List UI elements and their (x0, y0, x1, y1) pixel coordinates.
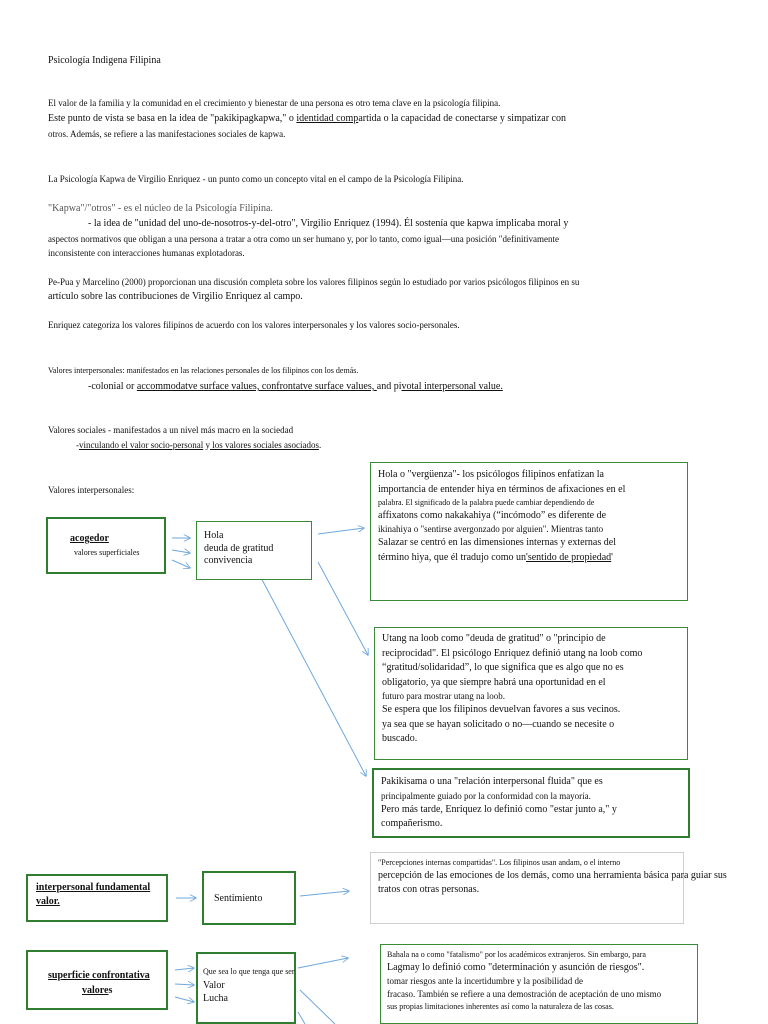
utang-line-3: “gratitud/solidaridad”, lo que significa que es algo que no es (382, 662, 624, 673)
hiya-line-5: ikinahiya o "sentirse avergonzado por alguien". Mientras tanto (378, 524, 604, 535)
kapwa-line-3: aspectos normativos que obligan a una persona a tratar a otra como un ser humano y, por lo tanto, como igual—una posición "definitivamente (48, 234, 559, 244)
hiya-line-3: palabra. El significado de la palabra puede cambiar dependiendo de (378, 498, 595, 507)
utang-line-5: futuro para mostrar utang na loob. (382, 691, 505, 701)
arrow-acogedor-3 (172, 560, 190, 568)
sociales-line-1: Valores sociales - manifestados a un nivel más macro en la sociedad (48, 425, 294, 435)
pakikisama-line-3: Pero más tarde, Enriquez lo definió como "estar junto a," y (381, 803, 617, 815)
acogedor-values-box (196, 521, 312, 580)
bahala-line-5: sus propias limitaciones inherentes así como la naturaleza de las cosas. (387, 1002, 614, 1012)
sentimiento-box (202, 871, 296, 925)
hiya-line-7: término hiya, que él tradujo como un'sentido de propiedad' (378, 551, 613, 563)
kapwa-line-1: "Kapwa"/"otros" - es el núcleo de la Psicología Filipina. (48, 203, 273, 214)
arrow-to-bahala (298, 958, 348, 968)
interpersonales-line-1: Valores interpersonales: manifestados en las relaciones personales de los filipinos con los demás. (48, 366, 359, 375)
percepciones-line-1: "Percepciones internas compartidas". Los filipinos usan andam, o el interno (378, 858, 621, 867)
diagram-label: Valores interpersonales: (48, 485, 135, 495)
arrow-confrontativa-3 (175, 997, 194, 1002)
pakikisama-line-2: principalmente guiado por la conformidad con la mayoría. (381, 790, 591, 801)
value-lucha: Lucha (203, 992, 228, 1004)
arrow-to-hiya (318, 528, 364, 534)
arrow-to-pakikisama (258, 572, 366, 776)
kapwa-line-4: inconsistente con interacciones humanas explotadoras. (48, 248, 245, 258)
arrow-to-utang (318, 562, 368, 655)
intro-line-3: otros. Además, se refiere a las manifestaciones sociales de kapwa. (48, 129, 286, 139)
utang-line-1: Utang na loob como "deuda de gratitud" o "principio de (382, 633, 606, 644)
sentimiento-label: Sentimiento (214, 893, 263, 904)
confrontativa-line-1: superficie confrontativa (48, 970, 150, 981)
fundamental-line-2: valor. (36, 896, 60, 907)
pepua-line-1: Pe-Pua y Marcelino (2000) proporcionan una discusión completa sobre los valores filipinos según lo estudiado por varios psicólogos filipinos en su (48, 277, 580, 287)
arrow-to-percepciones (300, 891, 349, 896)
arrow-confrontativa-1 (175, 968, 194, 970)
interpersonales-line-2: -colonial or accommodatve surface values, confrontatve surface values, and pivotal interpersonal value. (88, 381, 503, 392)
hiya-line-6: Salazar se centró en las dimensiones internas y externas del (378, 537, 616, 549)
hiya-line-1: Hola o "vergüenza"- los psicólogos filipinos enfatizan la (378, 469, 604, 480)
arrow-confrontativa-2 (175, 984, 194, 985)
pakikisama-line-1: Pakikisama o una "relación interpersonal fluida" que es (381, 776, 603, 787)
hiya-line-4: affixatons como nakakahiya (“incómodo” es diferente de (378, 509, 607, 521)
arrow-down-2 (298, 1012, 305, 1024)
sociales-line-2: -vinculando el valor socio-personal y los valores sociales asociados. (76, 440, 322, 450)
value-hola: Hola (204, 530, 224, 541)
kapwa-heading: La Psicología Kapwa de Virgilio Enriquez - un punto como un concepto vital en el campo de la Psicología Filipina. (48, 174, 464, 184)
percepciones-line-2: percepción de las emociones de los demás, como una herramienta básica para guiar sus (378, 869, 727, 881)
bahala-line-3: tomar riesgos ante la incertidumbre y la posibilidad de (387, 976, 583, 987)
utang-line-7: ya sea que se hayan solicitado o no—cuando se necesite o (382, 718, 615, 730)
value-convivencia: convivencia (204, 555, 253, 566)
confrontativa-values-box (196, 952, 296, 1024)
utang-line-4: obligatorio, ya que siempre habrá una oportunidad en el (382, 676, 606, 688)
arrow-down-1 (300, 990, 335, 1024)
confrontativa-box (26, 950, 168, 1010)
utang-box (374, 627, 688, 760)
utang-line-8: buscado. (382, 733, 418, 745)
value-que-sea: Que sea lo que tenga que ser (203, 967, 295, 976)
utang-line-6: Se espera que los filipinos devuelvan favores a sus vecinos. (382, 704, 621, 716)
pepua-line-2: artículo sobre las contribuciones de Virgilio Enriquez al campo. (48, 291, 303, 302)
value-valor: Valor (203, 979, 225, 991)
bahala-line-2: Lagmay lo definió como "determinación y asunción de riesgos". (387, 961, 645, 973)
utang-line-2: reciprocidad". El psicólogo Enriquez definió utang na loob como (382, 647, 643, 659)
bahala-line-1: Bahala na o como "fatalismo" por los académicos extranjeros. Sin embargo, para (387, 950, 646, 959)
page-title: Psicología Indigena Filipina (48, 55, 161, 66)
acogedor-box (46, 517, 166, 574)
confrontativa-line-2: valores (82, 985, 113, 996)
bahala-line-4: fracaso. También se refiere a una demostración de aceptación de uno mismo (387, 989, 662, 1000)
intro-line-1: El valor de la familia y la comunidad en el crecimiento y bienestar de una persona es otro tema clave en la psicología filipina. (48, 98, 501, 108)
acogedor-title: acogedor (70, 533, 109, 544)
percepciones-box (370, 852, 727, 924)
pakikisama-line-4: compañerismo. (381, 818, 443, 830)
acogedor-subtitle: valores superficiales (74, 548, 140, 557)
hiya-line-2: importancia de entender hiya en términos de afixaciones en el (378, 483, 626, 495)
percepciones-line-3: tratos con otras personas. (378, 884, 480, 896)
intro-line-2: Este punto de vista se basa en la idea de "pakikipagkapwa," o identidad compartida o la capacidad de conectarse y simpatizar con (48, 113, 566, 124)
value-deuda-de-gratitud: deuda de gratitud (204, 542, 274, 554)
arrow-acogedor-2 (172, 550, 190, 553)
bahala-box (380, 944, 698, 1024)
fundamental-value-box (26, 874, 168, 922)
fundamental-line-1: interpersonal fundamental (36, 882, 151, 893)
kapwa-line-2: - la idea de "unidad del uno-de-nosotros-y-del-otro", Virgilio Enriquez (1994). Él sostenía que kapwa implicaba moral y (88, 218, 569, 229)
hiya-box (370, 462, 688, 601)
pakikisama-box (372, 768, 690, 838)
categoriza-line: Enriquez categoriza los valores filipinos de acuerdo con los valores interpersonales y los valores socio-personales. (48, 320, 460, 330)
